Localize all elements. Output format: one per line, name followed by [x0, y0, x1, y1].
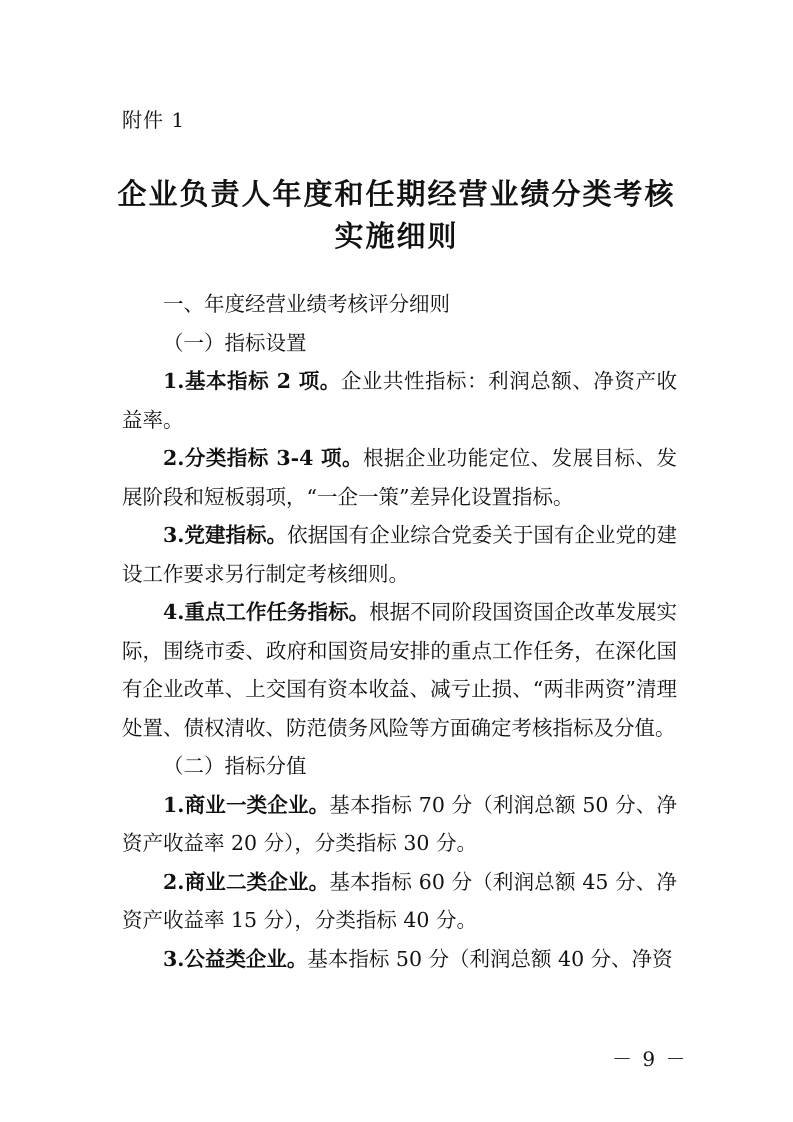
paragraph-lead: 3.公益类企业。 [163, 946, 308, 971]
paragraph-text: 企业共性指标：利润总额、净资产收益率。 [122, 369, 677, 432]
attachment-label: 附件 1 [122, 108, 186, 132]
paragraph-basic-indicators [122, 362, 677, 439]
paragraph-lead: 3.党建指标。 [163, 523, 288, 547]
paragraph-text: 根据企业功能定位、发展目标、发展阶段和短板弱项，“一企一策”差异化设置指标。 [122, 446, 677, 509]
paragraph-key-task-indicators [122, 593, 677, 747]
page-number: － 9 － [612, 1047, 688, 1071]
paragraph-category-indicators [122, 439, 677, 516]
subsection-heading-indicator-setup: （一）指标设置 [163, 330, 307, 355]
section-heading: 一、年度经营业绩考核评分细则 [163, 292, 450, 316]
paragraph-text: 根据不同阶段国资国企改革发展实际，围绕市委、政府和国资局安排的重点工作任务，在深化国有企业改革、上交国有资本收益、减亏止损、“两非两资”清理处置、债权清收、防范债务风险等方面确定考核指标及分值。 [122, 600, 678, 740]
paragraph-text: 依据国有企业综合党委关于国有企业党的建设工作要求另行制定考核细则。 [122, 523, 678, 586]
document-title-line-2: 实施细则 [334, 219, 459, 253]
paragraph-commercial-class-one [122, 786, 677, 863]
paragraph-lead: 1.商业一类企业。 [163, 792, 330, 817]
paragraph-public-welfare [122, 940, 677, 979]
document-title-line-1: 企业负责人年度和任期经营业绩分类考核 [117, 177, 676, 211]
document-body [122, 285, 677, 978]
paragraph-commercial-class-two [122, 863, 677, 940]
paragraph-party-building-indicators [122, 516, 677, 593]
paragraph-text: 基本指标 50 分（利润总额 40 分、净资 [307, 946, 673, 971]
paragraph-lead: 1.基本指标 2 项。 [163, 369, 341, 393]
paragraph-text: 基本指标 60 分（利润总额 45 分、净资产收益率 15 分），分类指标 40 分。 [122, 869, 677, 932]
subsection-heading-indicator-scores: （二）指标分值 [163, 754, 307, 778]
paragraph-lead: 2.商业二类企业。 [163, 869, 330, 894]
paragraph-text: 基本指标 70 分（利润总额 50 分、净资产收益率 20 分），分类指标 30 分。 [122, 792, 677, 855]
paragraph-lead: 4.重点工作任务指标。 [163, 600, 370, 624]
paragraph-lead: 2.分类指标 3-4 项。 [163, 446, 363, 470]
